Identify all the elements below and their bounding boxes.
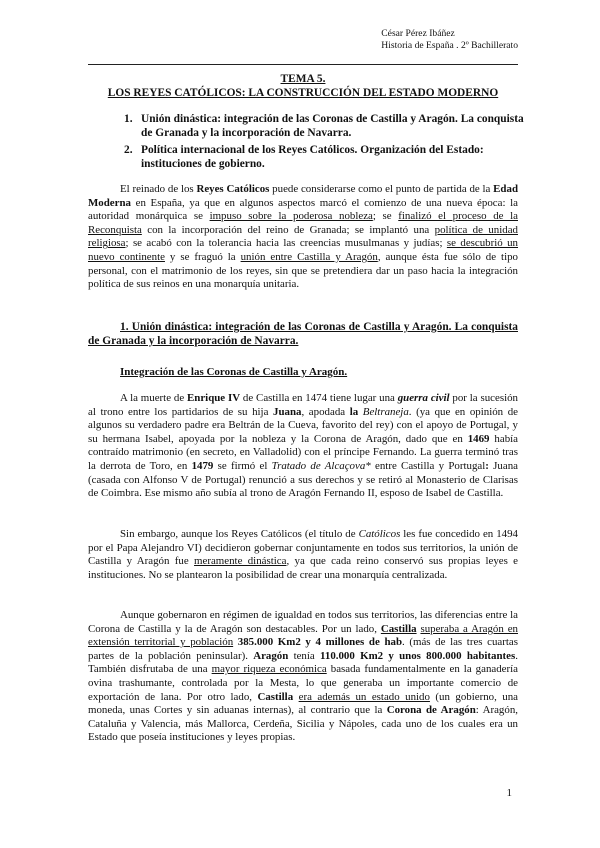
toc-item xyxy=(124,113,524,140)
toc-text: Unión dinástica: integración de las Coronas de Castilla y Aragón. La conquista de Granada y la incorporación de Navarra. xyxy=(141,113,524,139)
toc-number: 1. xyxy=(124,113,133,125)
document-title xyxy=(88,72,518,100)
paragraph-differences: Aunque gobernaron en régimen de igualdad en todos sus territorios, las diferencias entre la Corona de Castilla y la de Aragón son destacables. Por un lado, Castilla superaba a Aragón en extensión territorial y población 385.000 Km2 y 4 millones de hab. (más de las tres cuartas partes de la población peninsular). Aragón tenía 110.000 Km2 y unos 800.000 habitantes. También disfrutaba de una mayor riqueza económica basada fundamentalmente en la ganadería ovina trashumante, controlada por la Mesta, lo que generaba un importante comercio de exportación de lana. Por otro lado, Castilla era además un estado unido (un gobierno, una moneda, unas Cortes y sin aduanas internas), al contrario que la Corona de Aragón: Aragón, Cataluña y Valencia, más Mallorca, Cerdeña, Sicilia y Nápoles, cada uno de los cuales era un Estado que poseía instituciones y leyes propias. xyxy=(88,609,519,744)
intro-paragraph: El reinado de los Reyes Católicos puede considerarse como el punto de partida de la Edad Moderna en España, ya que en algunos aspectos marcó el comienzo de una nueva época: la autoridad monárquica se impuso sobre la poderosa nobleza; se finalizó el proceso de la Reconquista con la incorporación del reino de Granada; se implantó una política de unidad religiosa; se acabó con la tolerancia hacia las creencias musulmanas y judías; se descubrió un nuevo continente y se fraguó la unión entre Castilla y Aragón, aunque ésta fue sólo de tipo personal, con el matrimonio de los reyes, sin que se pretendiera dar un paso hacia la integración política de sus reinos en una monarquía unitaria. xyxy=(88,183,519,291)
page-header xyxy=(381,28,518,52)
toc-item xyxy=(124,144,524,171)
toc-number: 2. xyxy=(124,144,133,157)
table-of-contents xyxy=(124,113,524,175)
paragraph-succession: A la muerte de Enrique IV de Castilla en 1474 tiene lugar una guerra civil por la sucesión al trono entre los partidarios de su hija Juana, apodada la Beltraneja. (ya que en opinión de algunos su verdadero padre era Beltrán de la Cueva, favorito del rey) con el apoyo de Portugal, y su hermana Isabel, apoyada por la nobleza y la Corona de Aragón, dado que en 1469 había contraído matrimonio (en secreto, en Valladolid) con el príncipe Fernando. La guerra terminó tras la derrota de Toro, en 1479 se firmó el Tratado de Alcaçova* entre Castilla y Portugal: Juana (casada con Alfonso V de Portugal) renunció a sus derechos y se retiró al Monasterio de Clarisas de Coimbra. Ese mismo año subía al trono de Aragón Fernando II, esposo de Isabel de Castilla. xyxy=(88,392,518,500)
paragraph-dynastic-union: Sin embargo, aunque los Reyes Católicos (el título de Católicos les fue concedido en 1494 por el Papa Alejandro VI) decidieron gobernar conjuntamente en todos sus territorios, la unión de Castilla y Aragón fue meramente dinástica, ya que cada reino conservó sus propias leyes e instituciones. No se plantearon la posibilidad de crear una monarquía centralizada. xyxy=(88,528,519,581)
section-subheading: Integración de las Coronas de Castilla y Aragón. xyxy=(120,366,348,378)
header-divider xyxy=(88,64,518,65)
section-heading: 1. Unión dinástica: integración de las Coronas de Castilla y Aragón. La conquista de Granada y la incorporación de Navarra. xyxy=(88,321,518,347)
header-author: César Pérez Ibáñez xyxy=(381,28,455,39)
title-line-1: TEMA 5. xyxy=(280,73,326,85)
toc-text: Política internacional de los Reyes Católicos. Organización del Estado: instituciones de gobierno. xyxy=(141,144,484,170)
page-number: 1 xyxy=(506,787,512,799)
header-course: Historia de España . 2º Bachillerato xyxy=(381,40,518,51)
title-line-2: LOS REYES CATÓLICOS: LA CONSTRUCCIÓN DEL ESTADO MODERNO xyxy=(107,87,499,99)
